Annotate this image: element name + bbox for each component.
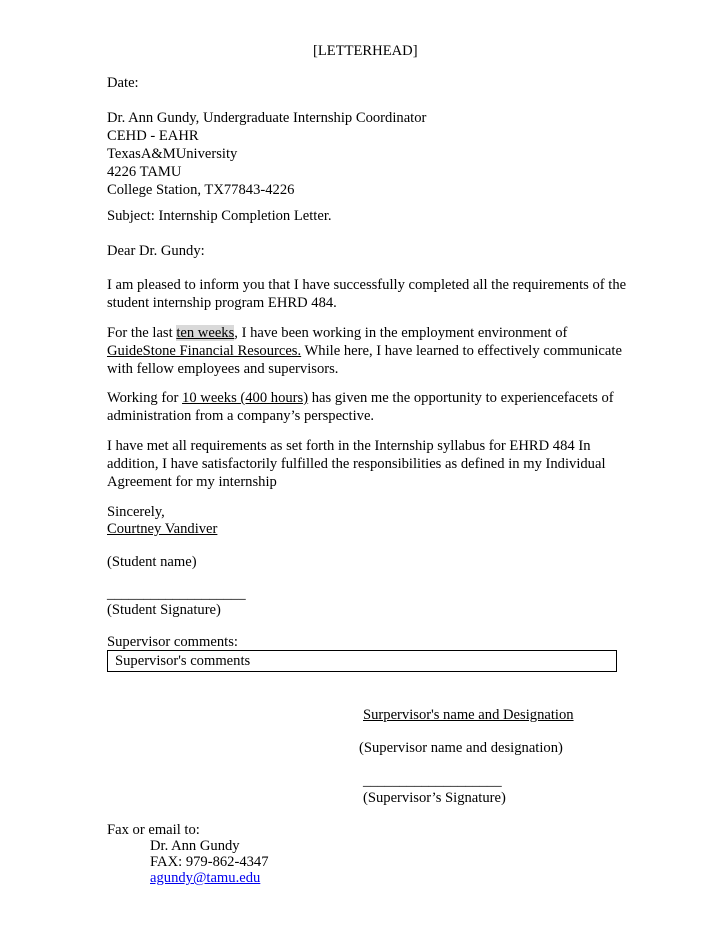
- recipient-line: 4226 TAMU: [107, 164, 182, 180]
- student-name-label: (Student name): [107, 554, 197, 570]
- fax-number: FAX: 979-862-4347: [150, 854, 269, 870]
- supervisor-comments-label: Supervisor comments:: [107, 634, 238, 650]
- duration-highlight: ten weeks: [176, 325, 235, 341]
- student-name-value: Courtney Vandiver: [107, 521, 218, 537]
- salutation: Dear Dr. Gundy:: [107, 243, 205, 259]
- student-signature-line: ___________________: [107, 586, 246, 602]
- fax-name: Dr. Ann Gundy: [150, 838, 240, 854]
- paragraph-completion: I am pleased to inform you that I have successfully completed all the requirements of the student internship program EHRD 484.: [107, 277, 627, 311]
- letterhead: [LETTERHEAD]: [313, 43, 418, 59]
- text-span: , I have been working in the employment environment of: [234, 325, 568, 341]
- recipient-address: [107, 109, 627, 199]
- email-wrapper: [107, 869, 260, 887]
- paragraph-hours: [107, 389, 627, 425]
- closing: Sincerely,: [107, 504, 165, 520]
- supervisor-name-label: (Supervisor name and designation): [359, 740, 563, 756]
- recipient-line: CEHD - EAHR: [107, 128, 199, 144]
- supervisor-name-value: Surpervisor's name and Designation: [363, 707, 574, 723]
- text-span: Working for: [107, 390, 183, 406]
- fax-label: Fax or email to:: [107, 822, 200, 838]
- email-link[interactable]: agundy@tamu.edu: [150, 870, 261, 886]
- supervisor-comments-field[interactable]: Supervisor's comments: [107, 650, 617, 672]
- recipient-line: Dr. Ann Gundy, Undergraduate Internship Coordinator: [107, 110, 427, 126]
- paragraph-employment: [107, 324, 627, 378]
- recipient-line: College Station, TX77843-4226: [107, 182, 295, 198]
- student-signature-label: (Student Signature): [107, 602, 221, 618]
- subject-line: Subject: Internship Completion Letter.: [107, 208, 332, 224]
- recipient-line: TexasA&MUniversity: [107, 146, 238, 162]
- supervisor-signature-line: ___________________: [363, 773, 502, 789]
- hours-value: 10 weeks (400 hours): [182, 390, 309, 406]
- paragraph-requirements: I have met all requirements as set forth in the Internship syllabus for EHRD 484 In addition, I have satisfactorily fulfilled the responsibilities as defined in my Individual Agreement for my internship: [107, 438, 606, 490]
- company-name: GuideStone Financial Resources.: [107, 343, 302, 359]
- text-span: For the last: [107, 325, 177, 341]
- text-span: While here, I have learned to effectively communicate with fellow employees and supervisors.: [107, 343, 622, 377]
- text-span: has given me the opportunity to experiencefacets of administration from a company’s perspective.: [107, 390, 614, 424]
- date-label: Date:: [107, 75, 139, 91]
- supervisor-signature-label: (Supervisor’s Signature): [363, 790, 506, 806]
